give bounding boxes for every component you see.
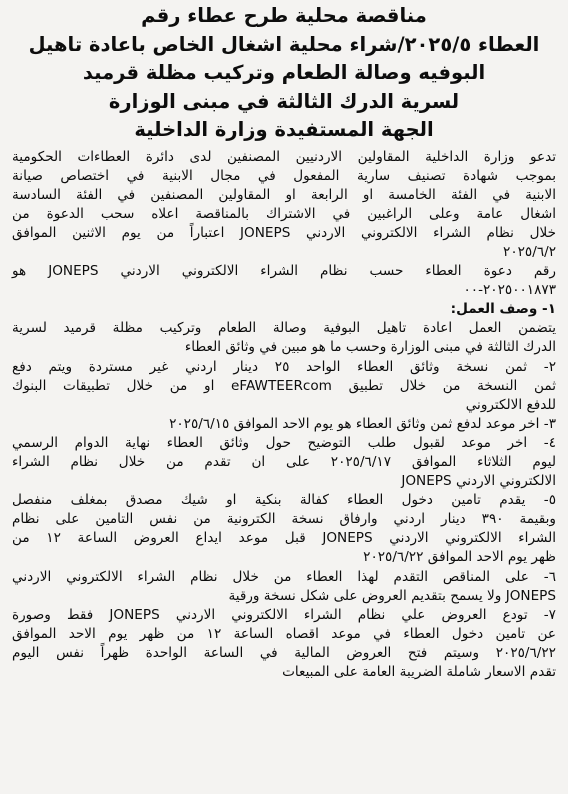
title-line: العطاء ٢٠٢٥/٥/شراء محلية اشغال الخاص باعادة تاهيل — [28, 32, 540, 56]
body-line: يتضمن العمل اعادة تاهيل البوفية وصالة الطعام وتركيب مظلة قرميد لسرية — [12, 320, 556, 337]
body-line: ٢٠٢٥٠٠١٨٧٣-٠٠ — [463, 282, 556, 299]
title-line: لسرية الدرك الثالثة في مبنى الوزارة — [108, 89, 460, 113]
body-line: وبقيمة ٣٩٠ دينار اردني وارفاق نسخة الكترونية من نفس التامين على نظام — [12, 511, 556, 528]
body-line: JONEPS ولا يسمح بتقديم العروض على شكل نسخة ورقية — [228, 587, 556, 604]
body-line: ليوم الثلاثاء الموافق ٢٠٢٥/٦/١٧ على ان تقدم من خلال نظام الشراء — [12, 454, 556, 470]
body-line: اشغال عامة وعلى الراغبين في الاشتراك بالمناقصة اعلاه سحب الدعوة من — [12, 205, 556, 222]
beneficiary-line: الجهة المستفيدة وزارة الداخلية — [134, 118, 434, 141]
tender-title — [12, 2, 556, 145]
body-line: ٣- اخر موعد لدفع ثمن وثائق العطاء هو يوم الاحد الموافق ٢٠٢٥/٦/١٥ — [169, 415, 556, 432]
body-line: عن تامين دخول العطاء في موعد اقصاه الساعة ١٢ من ظهر يوم الاحد الموافق — [12, 625, 556, 642]
body-line: ٦- على المناقص التقدم لهذا العطاء من خلال نظام الشراء الالكتروني الاردني — [12, 568, 556, 585]
body-line: ٥- يقدم تامين دخول العطاء كفالة بنكية او شيك مصدق بمغلف منفصل — [12, 492, 556, 509]
body-line: ٢٠٢٥/٦/٢ — [503, 243, 556, 260]
body-line: رقم دعوة العطاء حسب نظام الشراء الالكتروني الاردني JONEPS هو — [12, 263, 556, 280]
body-line: الابنية في الفئة الخامسة او الرابعة او المقاولين المصنفين في الفئة السادسة — [12, 186, 556, 203]
body-line: ثمن النسخة من خلال تطبيق eFAWTEERcom او من خلال تطبيقات البنوك — [12, 377, 556, 394]
body-line: الشراء الالكتروني الاردني JONEPS قبل موعد ايداع العروض الساعة ١٢ من — [12, 530, 556, 547]
body-line: ٧- تودع العروض علي نظام الشراء الالكتروني الاردني JONEPS فقط وصورة — [12, 606, 556, 623]
tender-body — [12, 148, 556, 683]
body-line: تقدم الاسعار شاملة الضريبة العامة على المبيعات — [282, 664, 556, 681]
body-line: خلال نظام الشراء الالكتروني الاردني JONEPS اعتباراً من يوم الاثنين الموافق — [12, 224, 556, 241]
body-line: تدعو وزارة الداخلية المقاولين الاردنيين المصنفين لدى دائرة العطاءات الحكومية — [12, 148, 556, 165]
body-line: ظهر يوم الاحد الموافق ٢٠٢٥/٦/٢٢ — [363, 549, 556, 566]
body-line: الدرك الثالثة في مبنى الوزارة وحسب ما هو مبين في وثائق العطاء — [184, 339, 556, 356]
body-line: ٢٠٢٥/٦/٢٢ وسيتم فتح العروض المالية في الساعة الواحدة ظهراً نفس اليوم — [12, 644, 556, 661]
body-line: الالكتروني الاردني JONEPS — [401, 473, 556, 490]
body-line: ٢- ثمن نسخة وثائق العطاء الواحد ٢٥ دينار اردني غير مستردة ويتم دفع — [12, 358, 557, 375]
body-line: بموجب شهادة تصنيف سارية المفعول في مجال الابنية في اختصاص صيانة — [12, 167, 556, 184]
body-line: ٤- اخر موعد لقبول طلب التوضيح حول وثائق العطاء نهاية الدوام الرسمي — [12, 434, 556, 451]
title-line: مناقصة محلية طرح عطاء رقم — [141, 4, 427, 27]
body-line: للدفع الالكتروني — [465, 396, 556, 413]
section-heading: ١- وصف العمل: — [450, 301, 556, 318]
title-line: البوفيه وصالة الطعام وتركيب مظلة قرميد — [82, 61, 486, 84]
